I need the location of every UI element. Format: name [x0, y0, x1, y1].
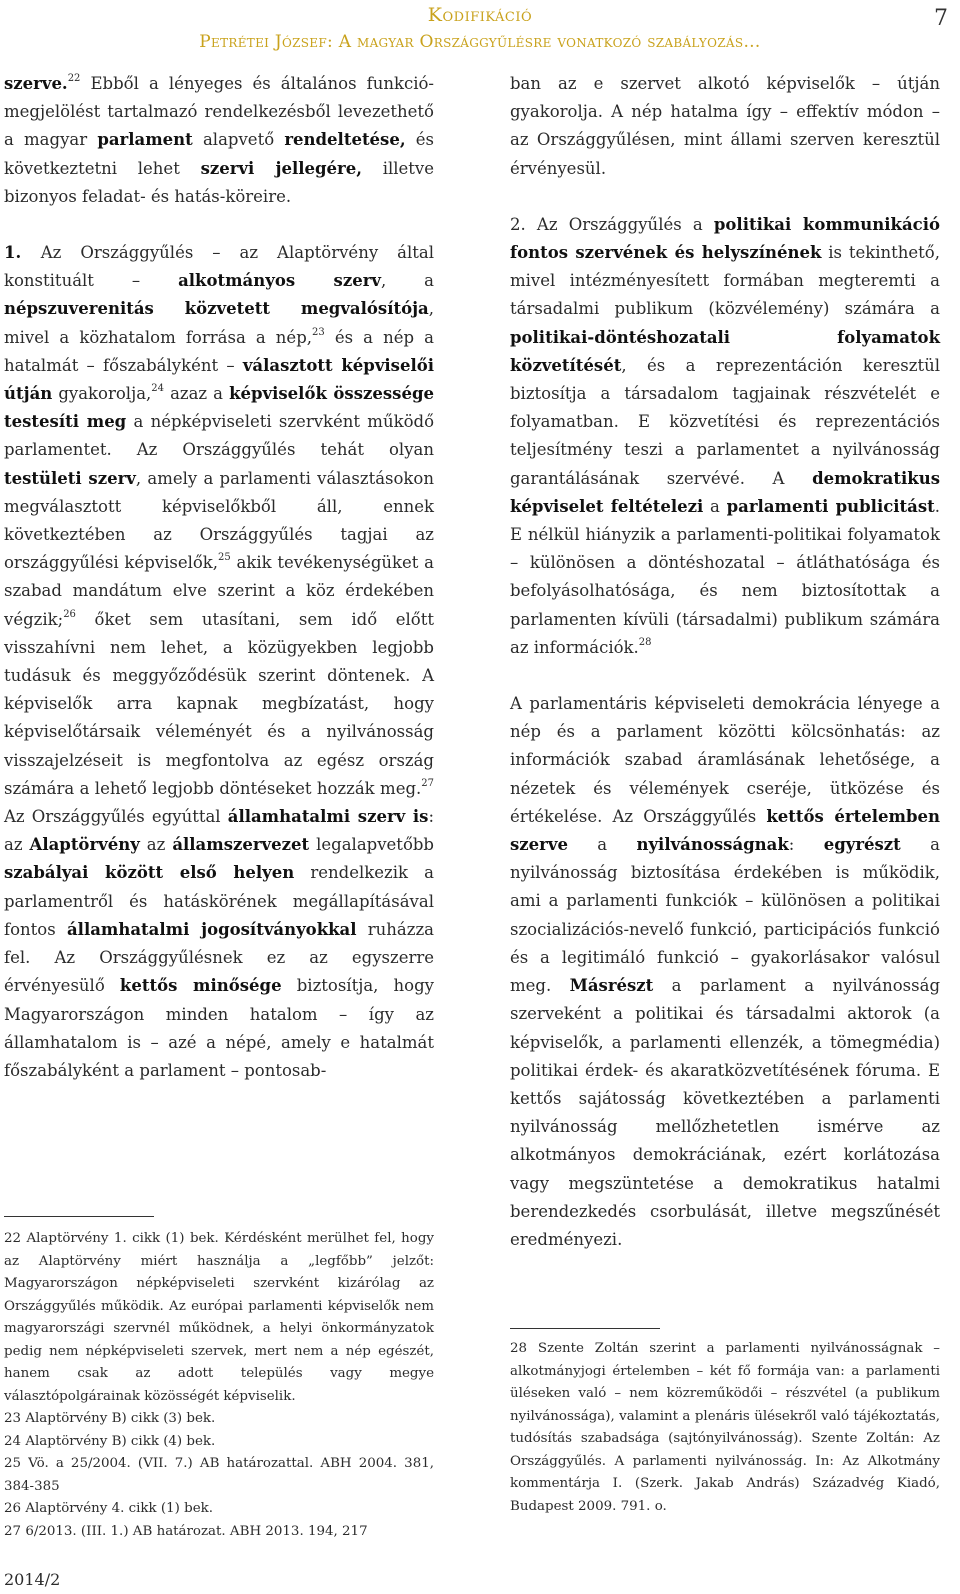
right-paragraph-2: 2. Az Országgyűlés a politikai kommunikáció fontos szervének és helyszínének is tekinthető, mivel intézményesített formában megteremti a társadalmi publikum (közvélemény) számára a politikai-döntéshozatali folyamatok közvetítését, és a reprezentáción keresztül biztosítja a társadalom tagjainak részvételét e folyamatban. E közvetítési és reprezentációs teljesítmény teszi a parlamentet a nyilvánosság garantálásának szervévé. A demokratikus képviselet feltételezi a parlamenti publicitást. E nélkül hiányzik a parlamenti-politikai folyamatok – különösen a döntéshozatal – átláthatósága és befolyásolhatósága, és nem biztosítottak a parlamenten kívüli (társadalmi) publikum számára az információk.$^{28}$	[510, 214, 940, 657]
page-number: 7	[934, 6, 948, 31]
right-paragraph-3: A parlamentáris képviseleti demokrácia lényege a nép és a parlament közötti kölcsönhatás: az információk szabad áramlásának lehetősége, a nézetek és vélemények cseréje, ütközése és értékelése. Az Országgyűlés kettős értelemben szerve a nyilvánosságnak: egyrészt a nyilvánosság biztosítása érdekében is működik, ami a parlamenti funkciók – különösen a politikai szocializációs-nevelő funkció, participációs funkció és a legitimáló funkció – gyakorlásakor valósul meg. Másrészt a parlament a nyilvánosság szerveként a politikai és társadalmi aktorok (a képviselők, a parlamenti ellenzék, a tömegmédia) politikai érdek- és akaratközvetítésének fóruma. E kettős sajátosság következtében a parlamenti nyilvánosság mellőzhetetlen ismérve az alkotmányos demokráciának, ezért korlátozása vagy megszüntetése a demokratikus hatalmi berendezkedés csorbulását, illetve megszűnését eredményezi.	[510, 694, 941, 1249]
footnote: 28 Szente Zoltán szerint a parlamenti nyilvánosságnak – alkotmányjogi értelemben – két fő formája van: a parlamenti üléseken való – nem közreműködői – részvétel (a publikum nyilvánossága), valamint a plenáris ülésekről való tájékoztatás, tudósítás szabadsága (sajtónyilvánosság). Szente Zoltán: Az Országgyűlés. A parlamenti nyilvánosság. In: Az Alkotmány kommentárja I. (Szerk. Jakab András) Századvég Kiadó, Budapest 2009. 791. o.	[510, 1341, 940, 1514]
footnote: 26 Alaptörvény 4. cikk (1) bek.	[4, 1501, 213, 1516]
footnote-divider-right	[510, 1328, 660, 1329]
right-column	[510, 70, 940, 1254]
right-paragraph-1: ban az e szervet alkotó képviselők – útján gyakorolja. A nép hatalma így – effektív módon – az Országgyűlésen, mint állami szerven keresztül érvényesül.	[510, 74, 940, 178]
running-title: Petrétei József: A magyar Országgyűlésre vonatkozó szabályozás…	[199, 32, 761, 52]
journal-title: Kodifikáció	[427, 4, 533, 26]
footnote: 27 6/2013. (III. 1.) AB határozat. ABH 2013. 194, 217	[4, 1523, 368, 1539]
left-paragraph-2: 1. Az Országgyűlés – az Alaptörvény által konstituált – alkotmányos szerv, a népszuverenitás közvetett megvalósítója, mivel a közhatalom forrása a nép,$^{23}$ és a nép a hatalmát – főszabályként – választott képviselői útján gyakorolja,$^{24}$ azaz a képviselők összessége testesíti meg a népképviseleti szervként működő parlamentet. Az Országgyűlés tehát olyan testületi szerv, amely a parlamenti választásokon megválasztott képviselőkből áll, ennek következtében az Országgyűlés tagjai az országgyűlési képviselők,$^{25}$ akik tevékenységüket a szabad mandátum elve szerint a köz érdekében végzik;$^{26}$ őket sem utasítani, sem idő előtt visszahívni nem lehet, a közügyekben legjobb tudásuk és meggyőződésük szerint döntenek. A képviselők arra kapnak megbízatást, hogy képviselőtársaik véleményét és a nyilvánosság visszajelzéseit is megfontolva az egész ország számára a lehető legjobb döntéseket hozzák meg.$^{27}$ Az Országgyűlés egyúttal államhatalmi szerv is: az Alaptörvény az államszervezet legalapvetőbb szabályai között első helyen rendelkezik a parlamentről és hatáskörének megállapításával fontos államhatalmi jogosítványokkal ruházza fel. Az Országgyűlésnek ez az egyszerre érvényesülő kettős minősége biztosítja, hogy Magyarországon minden hatalom – így az államhatalom is – azé a népé, amely e hatalmát főszabályként a parlament – pontosab-	[4, 243, 435, 1080]
issue-footer: 2014/2	[4, 1570, 61, 1589]
footnote-divider-left	[4, 1216, 154, 1217]
footnote: 24 Alaptörvény B) cikk (4) bek.	[4, 1433, 216, 1449]
footnotes-right	[510, 1338, 940, 1518]
left-column	[4, 70, 434, 1085]
footnote: 23 Alaptörvény B) cikk (3) bek.	[4, 1411, 216, 1426]
footnote: 25 Vö. a 25/2004. (VII. 7.) AB határozattal. ABH 2004. 381, 384-385	[4, 1456, 434, 1494]
footnote: 22 Alaptörvény 1. cikk (1) bek. Kérdésként merülhet fel, hogy az Alaptörvény miért használja a „legfőbb” jelzőt: Magyarországon népképviseleti szervként kizárólag az Országgyűlés működik. Az európai parlamenti képviselők nem magyarországi szervnél működnek, a helyi önkormányzatok pedig nem népképviseleti szervek, mert nem a nép egészét, hanem csak az adott település vagy megye választópolgárainak közösségét képviselik.	[4, 1231, 434, 1404]
left-paragraph-1: szerve.$^{22}$ Ebből a lényeges és általános funkció-megjelölést tartalmazó rendelkezésből levezethető a magyar parlament alapvető rendeltetése, és következtetni lehet szervi jellegére, illetve bizonyos feladat- és hatás-köreire.	[4, 73, 435, 206]
footnotes-left	[4, 1228, 434, 1543]
